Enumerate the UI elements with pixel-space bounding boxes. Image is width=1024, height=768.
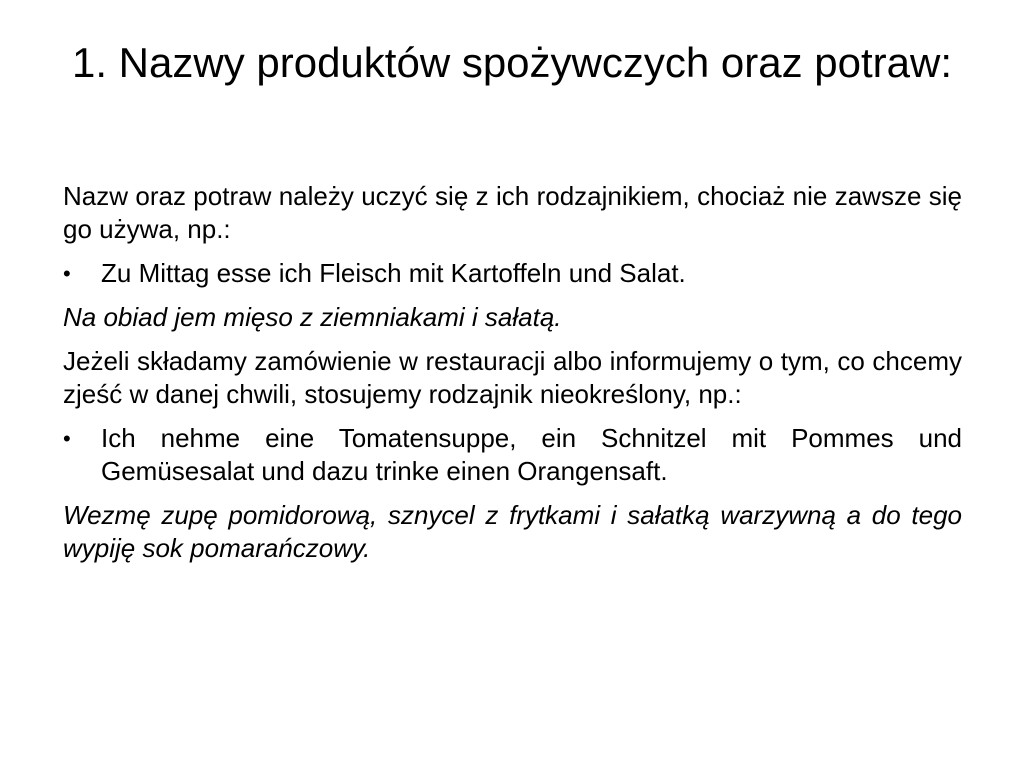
rule-paragraph: Jeżeli składamy zamówienie w restauracji albo informujemy o tym, co chcemy zjeść w danej chwili, stosujemy rodzajnik nieokreślony, np.: [63,346,962,409]
bullet-text-2: Ich nehme eine Tomatensuppe, ein Schnitzel mit Pommes und Gemüsesalat und dazu trinke einen Orangensaft. [101,423,962,486]
intro-paragraph: Nazw oraz potraw należy uczyć się z ich rodzajnikiem, chociaż nie zawsze się go używa, np.: [63,181,962,244]
slide-title: 1. Nazwy produktów spożywczych oraz potraw: [71,39,952,86]
bullet-item-1 [63,257,962,290]
bullet-text-1: Zu Mittag esse ich Fleisch mit Kartoffeln und Salat. [101,258,686,288]
translation-paragraph-1: Na obiad jem mięso z ziemniakami i sałatą. [63,302,562,332]
slide-content [63,180,962,576]
translation-paragraph-2: Wezmę zupę pomidorową, sznycel z frytkami i sałatką warzywną a do tego wypiję sok pomarańczowy. [63,500,962,563]
bullet-icon: • [63,426,71,451]
bullet-item-2 [63,422,962,488]
bullet-icon: • [63,261,71,286]
